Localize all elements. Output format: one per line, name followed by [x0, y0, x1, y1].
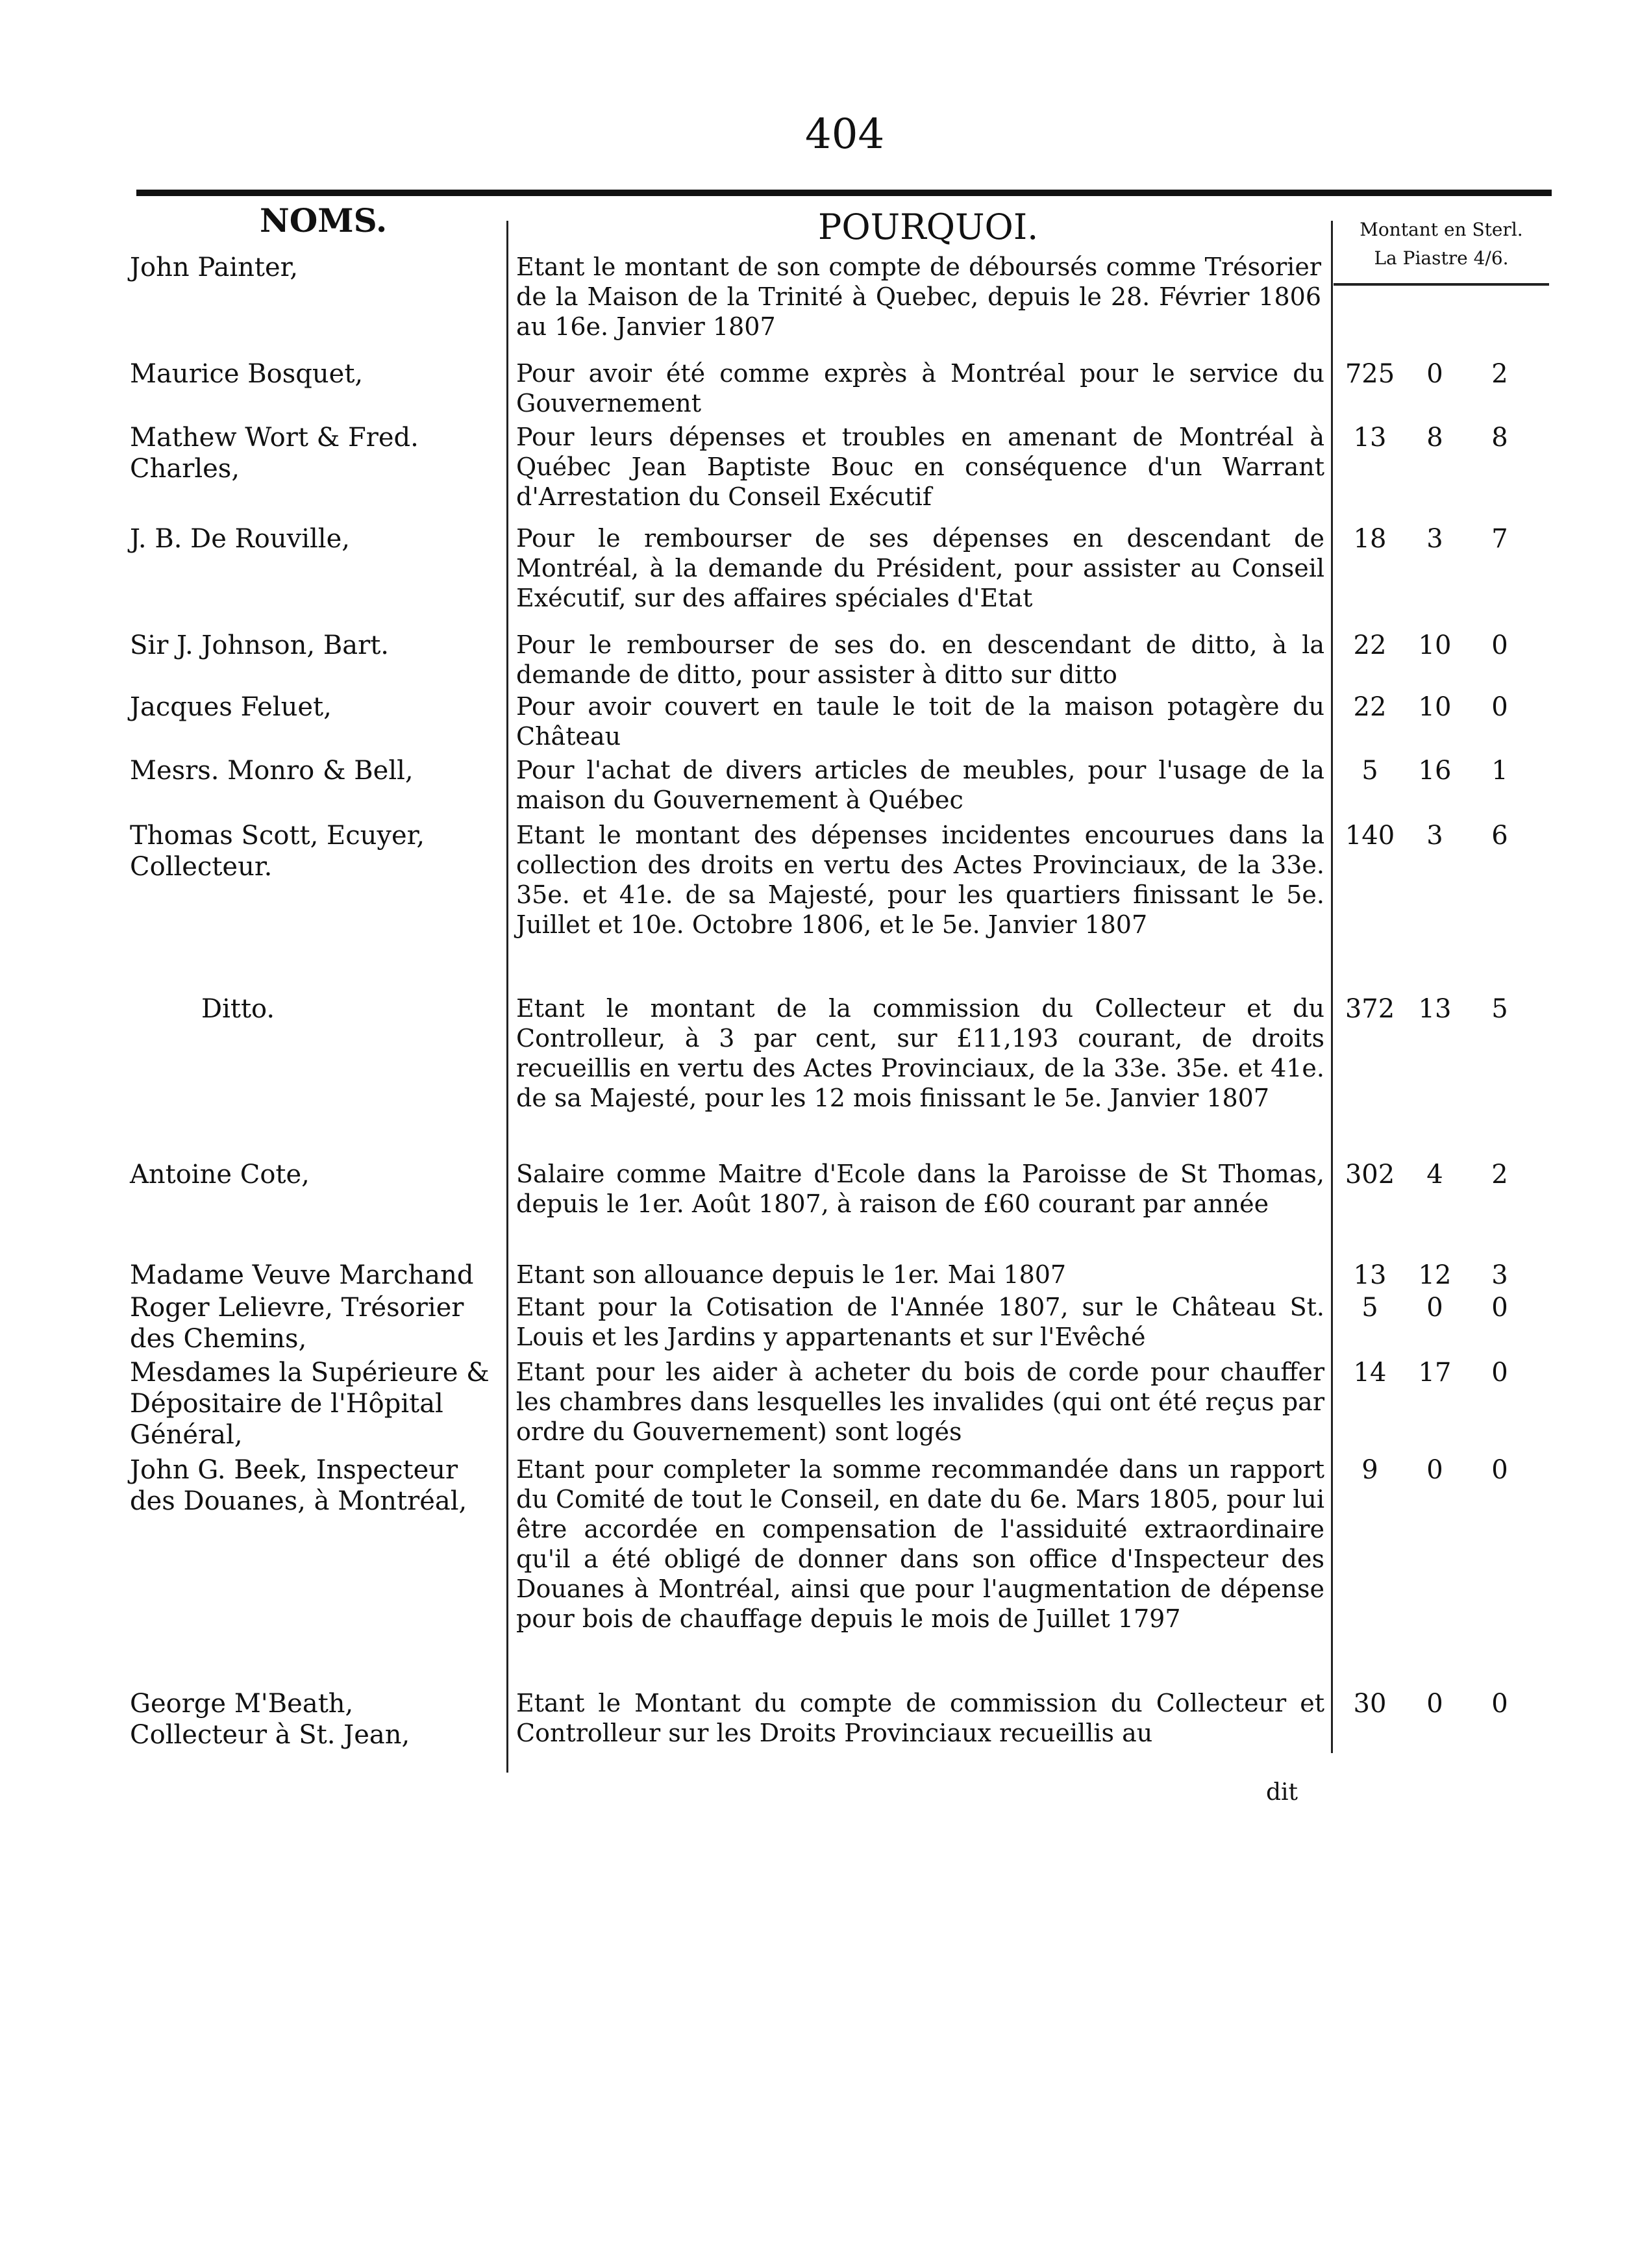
table-top-rule: [136, 190, 1552, 196]
row-pourquoi: Pour avoir été comme exprès à Montréal pour le service du Gouvernement: [516, 359, 1324, 417]
row-pourquoi: Etant pour completer la somme recommandée dans un rapport du Comité de tout le Conseil, en date du 6e. Mars 1805, pour lui être accordée en compensation de l'assiduité extraordinaire qu'il a été obligé de donner dans son office d'Inspecteur des Douanes à Montréal, ainsi que pour l'augmentation de dépense pour bois de chauffage depuis le mois de Juillet 1797: [516, 1455, 1324, 1633]
amount-pounds: 18: [1353, 524, 1387, 554]
amount-shillings: 3: [1426, 524, 1443, 554]
amount-pounds: 22: [1353, 630, 1387, 660]
amount-pounds: 30: [1353, 1689, 1387, 1719]
amount-pounds: 22: [1353, 692, 1387, 722]
row-pourquoi: Etant pour les aider à acheter du bois de corde pour chauffer les chambres dans lesquelles les invalides (qui ont été reçus par ordre du Gouvernement) sont logés: [516, 1358, 1324, 1446]
row-pourquoi: Etant le montant des dépenses incidentes encourues dans la collection des droits en vertu des Actes Provinciaux, de la 33e. 35e. et 41e. de sa Majesté, pour les quartiers finissant le 5e. Juillet et 10e. Octobre 1806, et le 5e. Janvier 1807: [516, 821, 1324, 939]
amount-shillings: 0: [1426, 1689, 1443, 1719]
column-header-montant: [1331, 216, 1552, 273]
catchword: dit: [1266, 1779, 1298, 1806]
row-amount: [1337, 630, 1545, 661]
amount-shillings: 8: [1426, 423, 1443, 453]
row-pourquoi: Etant son allouance depuis le 1er. Mai 1807: [516, 1260, 1067, 1289]
amount-shillings: 16: [1418, 756, 1452, 786]
amount-shillings: 0: [1426, 1293, 1443, 1323]
row-pourquoi: Etant le montant de la commission du Collecteur et du Controlleur, à 3 par cent, sur £11,193 courant, de droits recueillis en vertu des Actes Provinciaux, de la 33e. 35e. et 41e. de sa Majesté, pour les 12 mois finissant le 5e. Janvier 1807: [516, 994, 1324, 1112]
amount-pence: 8: [1491, 423, 1508, 453]
row-amount: [1337, 820, 1545, 851]
row-pourquoi: Pour avoir couvert en taule le toit de la maison potagère du Château: [516, 692, 1324, 751]
column-header-noms: NOMS.: [260, 201, 388, 240]
row-amount: [1337, 1688, 1545, 1719]
row-nom: Ditto.: [201, 994, 275, 1024]
amount-pounds: 372: [1345, 994, 1395, 1024]
row-nom: Mathew Wort & Fred. Charles,: [130, 423, 419, 484]
page-number: 404: [805, 110, 885, 158]
row-amount: [1337, 1292, 1545, 1323]
amount-shillings: 12: [1418, 1260, 1452, 1290]
row-amount: [1337, 358, 1545, 390]
amount-pence: 5: [1491, 994, 1508, 1024]
amount-shillings: 4: [1426, 1160, 1443, 1190]
amount-shillings: 10: [1418, 630, 1452, 660]
amount-shillings: 3: [1426, 821, 1443, 851]
montant-header-rule: [1334, 283, 1549, 286]
amount-pounds: 5: [1361, 756, 1378, 786]
row-pourquoi: Pour le rembourser de ses dépenses en descendant de Montréal, à la demande du Président, pour assister au Conseil Exécutif, sur des affaires spéciales d'Etat: [516, 524, 1324, 612]
amount-shillings: 17: [1418, 1358, 1452, 1388]
row-amount: [1337, 692, 1545, 723]
row-pourquoi: Pour le rembourser de ses do. en descendant de ditto, à la demande de ditto, pour assister à ditto sur ditto: [516, 630, 1324, 689]
row-pourquoi: Etant pour la Cotisation de l'Année 1807, sur le Château St. Louis et les Jardins y appartenants et sur l'Evêché: [516, 1293, 1324, 1351]
amount-pence: 0: [1491, 630, 1508, 660]
amount-pence: 6: [1491, 821, 1508, 851]
row-nom: J. B. De Rouville,: [130, 524, 350, 554]
amount-pounds: 5: [1361, 1293, 1378, 1323]
column-divider-montant: [1331, 221, 1333, 1753]
amount-pounds: 13: [1353, 423, 1387, 453]
amount-pence: 0: [1491, 1293, 1508, 1323]
row-amount: [1337, 755, 1545, 786]
amount-pounds: 14: [1353, 1358, 1387, 1388]
amount-pence: 2: [1491, 359, 1508, 389]
amount-shillings: 0: [1426, 359, 1443, 389]
amount-pounds: 140: [1345, 821, 1395, 851]
row-nom: George M'Beath, Collecteur à St. Jean,: [130, 1689, 410, 1750]
amount-shillings: 10: [1418, 692, 1452, 722]
row-nom: Madame Veuve Marchand: [130, 1260, 474, 1290]
row-pourquoi: Etant le Montant du compte de commission du Collecteur et Controlleur sur les Droits Provinciaux recueillis au: [516, 1689, 1324, 1747]
row-amount: [1337, 422, 1545, 453]
amount-pence: 0: [1491, 1455, 1508, 1485]
row-amount: [1337, 993, 1545, 1025]
amount-shillings: 0: [1426, 1455, 1443, 1485]
amount-pence: 0: [1491, 692, 1508, 722]
row-amount: [1337, 523, 1545, 555]
montant-header-line2: La Piastre 4/6.: [1374, 247, 1509, 269]
montant-header-line1: Montant en Sterl.: [1360, 219, 1523, 240]
row-amount: [1337, 1260, 1545, 1291]
row-nom: Sir J. Johnson, Bart.: [130, 630, 389, 660]
amount-pence: 7: [1491, 524, 1508, 554]
amount-pence: 1: [1491, 756, 1508, 786]
amount-pence: 0: [1491, 1689, 1508, 1719]
row-pourquoi: Pour l'achat de divers articles de meubles, pour l'usage de la maison du Gouvernement à Québec: [516, 756, 1324, 814]
amount-shillings: 13: [1418, 994, 1452, 1024]
row-nom: Thomas Scott, Ecuyer, Collecteur.: [130, 821, 425, 882]
row-nom: John G. Beek, Inspecteur des Douanes, à Montréal,: [130, 1455, 467, 1516]
column-header-pourquoi: POURQUOI.: [818, 206, 1039, 247]
amount-pence: 0: [1491, 1358, 1508, 1388]
amount-pounds: 725: [1345, 359, 1395, 389]
row-nom: Mesdames la Supérieure & Dépositaire de l'Hôpital Général,: [130, 1358, 490, 1450]
row-amount: [1337, 1159, 1545, 1190]
row-nom: Roger Lelievre, Trésorier des Chemins,: [130, 1293, 464, 1354]
row-pourquoi: Salaire comme Maitre d'Ecole dans la Paroisse de St Thomas, depuis le 1er. Août 1807, à raison de £60 courant par année: [516, 1160, 1324, 1218]
row-pourquoi: Etant le montant de son compte de déboursés comme Trésorier de la Maison de la Trinité à Quebec, depuis le 28. Février 1806 au 16e. Janvier 1807: [516, 253, 1321, 341]
amount-pounds: 302: [1345, 1160, 1395, 1190]
row-nom: Jacques Feluet,: [130, 692, 332, 722]
row-nom: Antoine Cote,: [130, 1160, 310, 1190]
row-nom: Mesrs. Monro & Bell,: [130, 756, 414, 786]
amount-pounds: 9: [1361, 1455, 1378, 1485]
row-amount: [1337, 1357, 1545, 1388]
row-nom: Maurice Bosquet,: [130, 359, 364, 389]
row-amount: [1337, 1454, 1545, 1486]
row-nom: John Painter,: [130, 253, 299, 282]
amount-pounds: 13: [1353, 1260, 1387, 1290]
amount-pence: 2: [1491, 1160, 1508, 1190]
amount-pence: 3: [1491, 1260, 1508, 1290]
row-pourquoi: Pour leurs dépenses et troubles en amenant de Montréal à Québec Jean Baptiste Bouc en conséquence d'un Warrant d'Arrestation du Conseil Exécutif: [516, 423, 1324, 511]
